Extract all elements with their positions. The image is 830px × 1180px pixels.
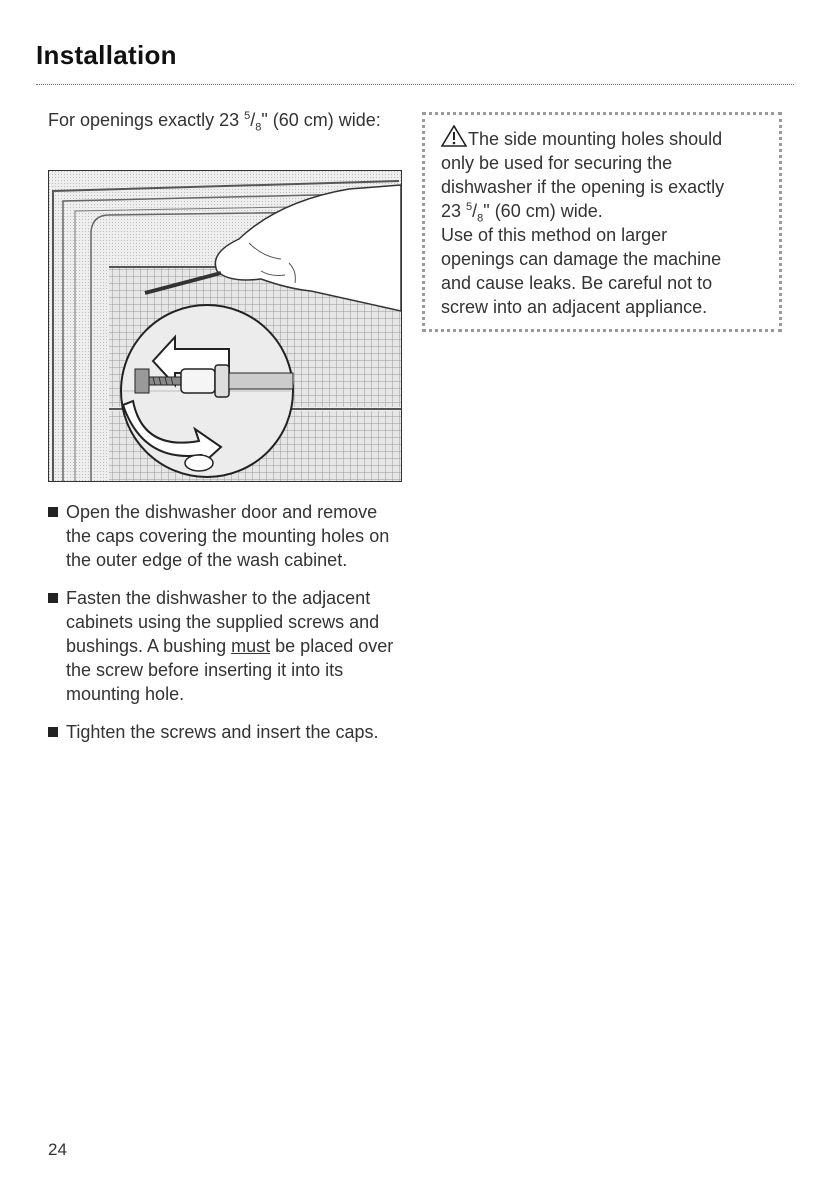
list-item: Tighten the screws and insert the caps. — [48, 720, 398, 744]
instruction-steps — [48, 500, 398, 758]
bullet-icon — [48, 507, 58, 517]
list-item: Open the dishwasher door and remove the caps covering the mounting holes on the outer edge of the wash cabinet. — [48, 500, 398, 572]
dishwasher-mounting-illustration — [48, 170, 402, 482]
intro-text: For openings exactly 23 $^5/_8$" (60 cm) wide: — [48, 110, 381, 134]
page-number: 24 — [48, 1140, 67, 1159]
list-item: Fasten the dishwasher to the adjacent cabinets using the supplied screws and bushings. A bushing must be placed over the screw before inserting it into its mounting hole. — [48, 586, 398, 706]
bullet-icon — [48, 727, 58, 737]
warning-box: The side mounting holes should only be used for securing the dishwasher if the opening is exactly 23 $^5/_8$" (60 cm) wide. Use of this method on larger openings can damage the machine and cause leaks. Be careful not to screw into an adjacent appliance. — [422, 112, 782, 332]
emphasis-must: must — [231, 636, 271, 656]
warning-triangle-icon — [441, 125, 467, 147]
page-title: Installation — [36, 40, 177, 70]
bullet-icon — [48, 593, 58, 603]
title-divider — [36, 84, 794, 85]
